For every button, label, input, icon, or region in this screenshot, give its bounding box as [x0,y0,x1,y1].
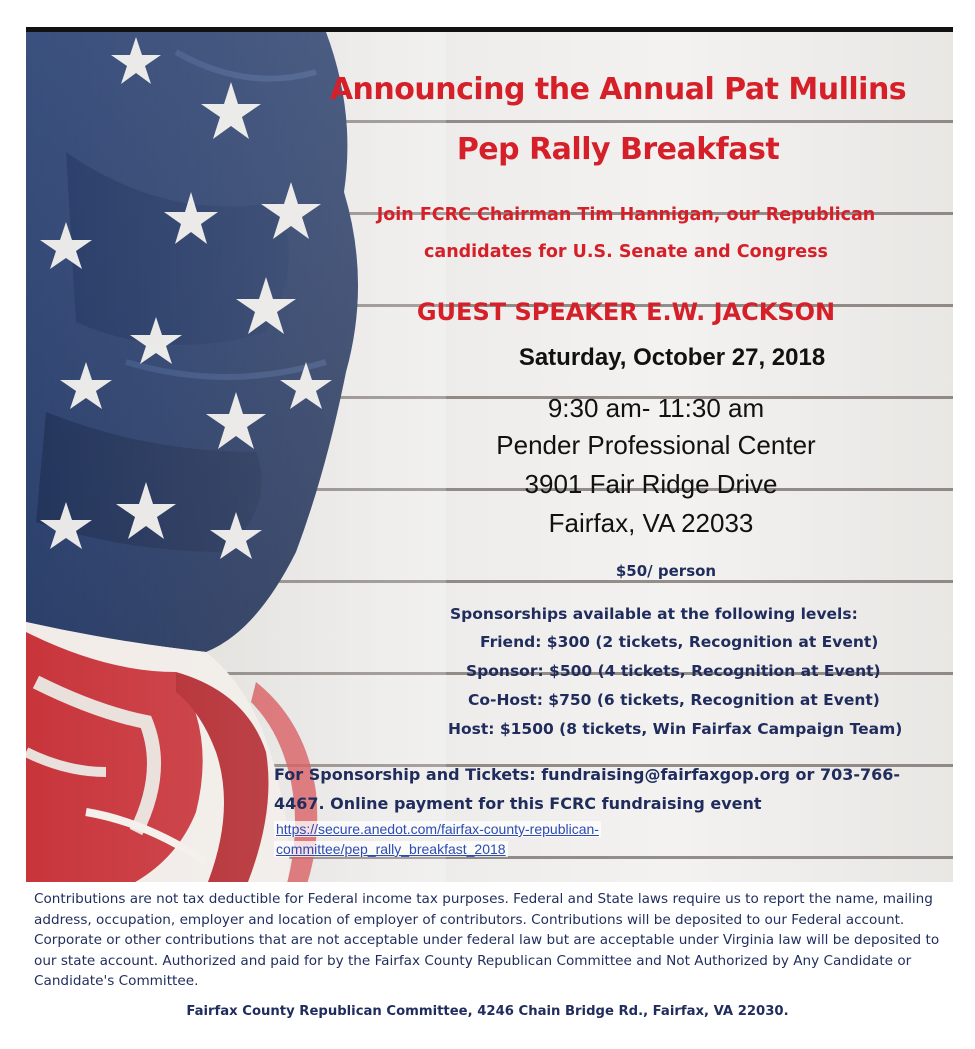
event-date: Saturday, October 27, 2018 [518,344,826,371]
sponsorship-heading: Sponsorships available at the following levels: [450,605,858,623]
legal-disclaimer: Contributions are not tax deductible for Federal income tax purposes. Federal and State laws require us to report the name, mailing address, occupation, employer and location of employer of contributors. Contributions will be deposited to our Federal account. Corporate or other contributions that are not acceptable under federal law but are acceptable under Virginia law will be deposited to our state account. Authorized and paid for by the Fairfax County Republican Committee and Not Authorized by Any Candidate or Candidate's Committee. [34,891,940,990]
ticket-price: $50/ person [615,562,717,580]
contact-line-1: For Sponsorship and Tickets: fundraising@fairfaxgop.org or 703-766- [274,765,901,784]
sponsorship-level-friend: Friend: $300 (2 tickets, Recognition at Event) [480,633,879,651]
payment-link-line-2[interactable]: committee/pep_rally_breakfast_2018 [276,841,506,857]
event-title-line-2: Pep Rally Breakfast [456,132,780,167]
payment-link-line-1[interactable]: https://secure.anedot.com/fairfax-county-republican- [276,821,599,837]
event-address: 3901 Fair Ridge Drive [524,469,778,499]
event-time: 9:30 am- 11:30 am [547,393,765,423]
event-title-line-1: Announcing the Annual Pat Mullins [329,72,907,107]
event-flyer [26,27,953,882]
sponsorship-level-host: Host: $1500 (8 tickets, Win Fairfax Campaign Team) [448,720,903,738]
sponsorship-level-sponsor: Sponsor: $500 (4 tickets, Recognition at Event) [466,662,881,680]
event-city: Fairfax, VA 22033 [548,508,754,538]
invitation-line-2: candidates for U.S. Senate and Congress [424,242,828,262]
committee-address-footer: Fairfax County Republican Committee, 4246 Chain Bridge Rd., Fairfax, VA 22030. [186,1004,789,1019]
event-venue: Pender Professional Center [496,430,816,460]
sponsorship-level-co-host: Co-Host: $750 (6 tickets, Recognition at Event) [468,691,880,709]
guest-speaker: GUEST SPEAKER E.W. JACKSON [416,298,836,326]
contact-line-2: 4467. Online payment for this FCRC fundraising event [274,794,762,813]
invitation-line-1: Join FCRC Chairman Tim Hannigan, our Republican [376,205,876,225]
